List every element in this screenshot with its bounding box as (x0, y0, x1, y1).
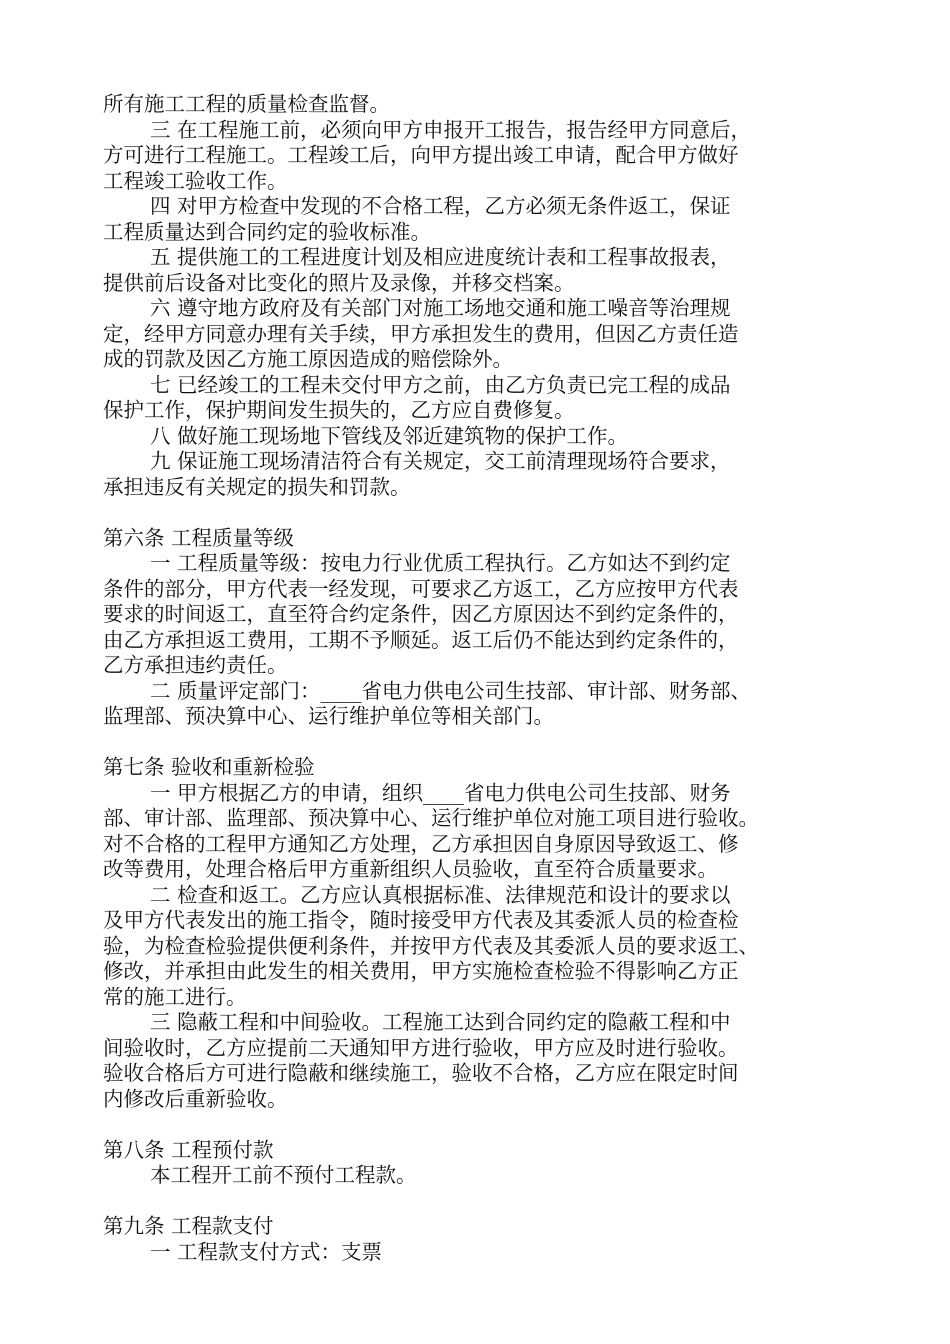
text-line: 监理部、预决算中心、运行维护单位等相关部门。 (103, 704, 554, 728)
text-line: 由乙方承担返工费用，工期不予顺延。返工后仍不能达到约定条件的， (103, 627, 739, 652)
article-7-heading: 第七条 验收和重新检验 (103, 755, 315, 779)
clause-line: 三 隐蔽工程和中间验收。工程施工达到合同约定的隐蔽工程和中 (150, 1010, 731, 1034)
article-9-heading: 第九条 工程款支付 (103, 1214, 274, 1238)
clause-line: 九 保证施工现场清洁符合有关规定，交工前清理现场符合要求， (150, 449, 731, 473)
document-page (103, 92, 873, 1265)
text-line: 改等费用，处理合格后甲方重新组织人员验收，直至符合质量要求。 (103, 857, 718, 881)
clause-line: 五 提供施工的工程进度计划及相应进度统计表和工程事故报表， (150, 245, 731, 269)
clause-line: 一 甲方根据乙方的申请，组织____省电力供电公司生技部、财务 (150, 780, 731, 805)
clause-line: 六 遵守地方政府及有关部门对施工场地交通和施工噪音等治理规 (150, 296, 731, 320)
text-line: 工程竣工验收工作。 (103, 168, 288, 193)
paragraph-gap (103, 1112, 873, 1138)
clause-line: 本工程开工前不预付工程款。 (150, 1163, 417, 1187)
paragraph-gap (103, 1189, 873, 1215)
text-line: 常的施工进行。 (103, 984, 247, 1009)
text-line: 定，经甲方同意办理有关手续，甲方承担发生的费用，但因乙方责任造 (103, 321, 739, 346)
paragraph-gap (103, 730, 873, 756)
text-line: 修改，并承担由此发生的相关费用，甲方实施检查检验不得影响乙方正 (103, 959, 739, 983)
text-line: 成的罚款及因乙方施工原因造成的赔偿除外。 (103, 347, 513, 371)
text-line: 保护工作，保护期间发生损失的，乙方应自费修复。 (103, 398, 575, 422)
text-line: 验收合格后方可进行隐蔽和继续施工，验收不合格，乙方应在限定时间 (103, 1061, 739, 1085)
clause-line: 一 工程款支付方式：支票 (150, 1239, 383, 1264)
clause-line: 三 在工程施工前，必须向甲方申报开工报告，报告经甲方同意后， (150, 117, 752, 142)
text-line: 内修改后重新验收。 (103, 1086, 288, 1111)
article-6-heading: 第六条 工程质量等级 (103, 525, 295, 550)
clause-line: 一 工程质量等级：按电力行业优质工程执行。乙方如达不到约定 (150, 551, 731, 575)
text-line: 验，为检查检验提供便利条件，并按甲方代表及其委派人员的要求返工、 (103, 933, 759, 958)
clause-line: 七 已经竣工的工程未交付甲方之前，由乙方负责已完工程的成品 (150, 372, 731, 397)
text-line: 条件的部分，甲方代表一经发现，可要求乙方返工，乙方应按甲方代表 (103, 576, 739, 601)
text-line: 乙方承担违约责任。 (103, 653, 288, 677)
article-8-heading: 第八条 工程预付款 (103, 1137, 274, 1162)
clause-line: 二 质量评定部门：____省电力供电公司生技部、审计部、财务部、 (150, 678, 752, 703)
text-line: 工程质量达到合同约定的验收标准。 (103, 219, 431, 244)
text-line: 所有施工工程的质量检查监督。 (103, 92, 390, 116)
text-line: 提供前后设备对比变化的照片及录像，并移交档案。 (103, 270, 575, 295)
clause-line: 二 检查和返工。乙方应认真根据标准、法律规范和设计的要求以 (150, 882, 731, 907)
text-line: 及甲方代表发出的施工指令，随时接受甲方代表及其委派人员的检查检 (103, 908, 739, 932)
text-line: 间验收时，乙方应提前二天通知甲方进行验收，甲方应及时进行验收。 (103, 1035, 739, 1060)
clause-line: 四 对甲方检查中发现的不合格工程，乙方必须无条件返工，保证 (150, 194, 731, 218)
text-line: 承担违反有关规定的损失和罚款。 (103, 474, 411, 499)
text-line: 要求的时间返工，直至符合约定条件，因乙方原因达不到约定条件的， (103, 602, 739, 626)
text-line: 部、审计部、监理部、预决算中心、运行维护单位对施工项目进行验收。 (103, 806, 759, 830)
paragraph-gap (103, 500, 873, 526)
text-line: 对不合格的工程甲方通知乙方处理，乙方承担因自身原因导致返工、修 (103, 831, 739, 856)
text-line: 方可进行工程施工。工程竣工后，向甲方提出竣工申请，配合甲方做好 (103, 143, 739, 167)
clause-line: 八 做好施工现场地下管线及邻近建筑物的保护工作。 (150, 423, 629, 448)
